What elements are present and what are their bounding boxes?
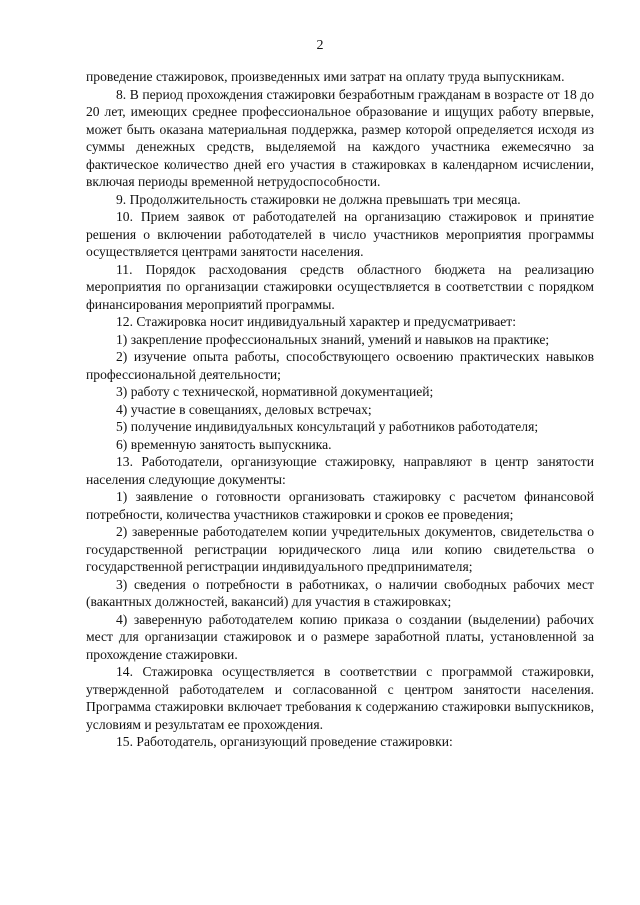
list-item-12-3: 3) работу с технической, нормативной документацией; bbox=[116, 384, 434, 399]
list-item-13-1: 1) заявление о готовности организовать стажировку с расчетом финансовой потребности, количества участников стажировки и сроков ее проведения; bbox=[86, 489, 594, 522]
list-item-13-4: 4) заверенную работодателем копию приказа о создании (выделении) рабочих мест для организации стажировок и о размере заработной платы, установленной за прохождение стажировки. bbox=[86, 611, 594, 662]
list-item-12-5: 5) получение индивидуальных консультаций у работников работодателя; bbox=[116, 419, 539, 434]
paragraph-13: 13. Работодатели, организующие стажировку, направляют в центр занятости населения следующие документы: bbox=[86, 454, 594, 487]
page-number: 2 bbox=[316, 38, 324, 53]
list-item-13-2: 2) заверенные работодателем копии учредительных документов, свидетельства о государственной регистрации юридического лица или копию свидетельства о государственной регистрации индивидуального предпринимателя; bbox=[86, 524, 594, 574]
paragraph-continuation: проведение стажировок, произведенных ими затрат на оплату труда выпускникам. bbox=[86, 69, 565, 84]
paragraph-9: 9. Продолжительность стажировки не должна превышать три месяца. bbox=[116, 191, 521, 207]
list-item-13-3: 3) сведения о потребности в работниках, о наличии свободных рабочих мест (вакантных должностей, вакансий) для участия в стажировках; bbox=[86, 576, 594, 609]
paragraph-8: 8. В период прохождения стажировки безработным гражданам в возрасте от 18 до 20 лет, имеющих среднее профессиональное образование и ищущих работу впервые, может быть оказана материальная поддержка, размер которой определяется исходя из суммы денежных средств, выделяемой на каждого участника ежемесячно за фактическое количество дней его участия в стажировках в календарном исчислении, включая периоды временной нетрудоспособности. bbox=[86, 86, 594, 189]
paragraph-11: 11. Порядок расходования средств областного бюджета на реализацию мероприятия по организации стажировки осуществляется в соответствии с порядком финансирования мероприятий программы. bbox=[86, 261, 594, 312]
list-item-12-1: 1) закрепление профессиональных знаний, умений и навыков на практике; bbox=[116, 331, 550, 347]
document-body bbox=[86, 68, 594, 751]
paragraph-14: 14. Стажировка осуществляется в соответствии с программой стажировки, утвержденной работодателем и согласованной с центром занятости населения. Программа стажировки включает требования к содержанию стажировки выпускников, условиям и результатам ее прохождения. bbox=[86, 664, 594, 732]
list-item-12-6: 6) временную занятость выпускника. bbox=[116, 436, 332, 452]
paragraph-15: 15. Работодатель, организующий проведение стажировки: bbox=[116, 734, 453, 749]
list-item-12-2: 2) изучение опыта работы, способствующего освоению практических навыков профессиональной деятельности; bbox=[86, 349, 594, 382]
paragraph-10: 10. Прием заявок от работодателей на организацию стажировок и принятие решения о включении работодателей в число участников мероприятия программы осуществляется центрами занятости населения. bbox=[86, 209, 594, 259]
list-item-12-4: 4) участие в совещаниях, деловых встречах; bbox=[116, 401, 372, 417]
paragraph-12: 12. Стажировка носит индивидуальный характер и предусматривает: bbox=[116, 314, 516, 329]
